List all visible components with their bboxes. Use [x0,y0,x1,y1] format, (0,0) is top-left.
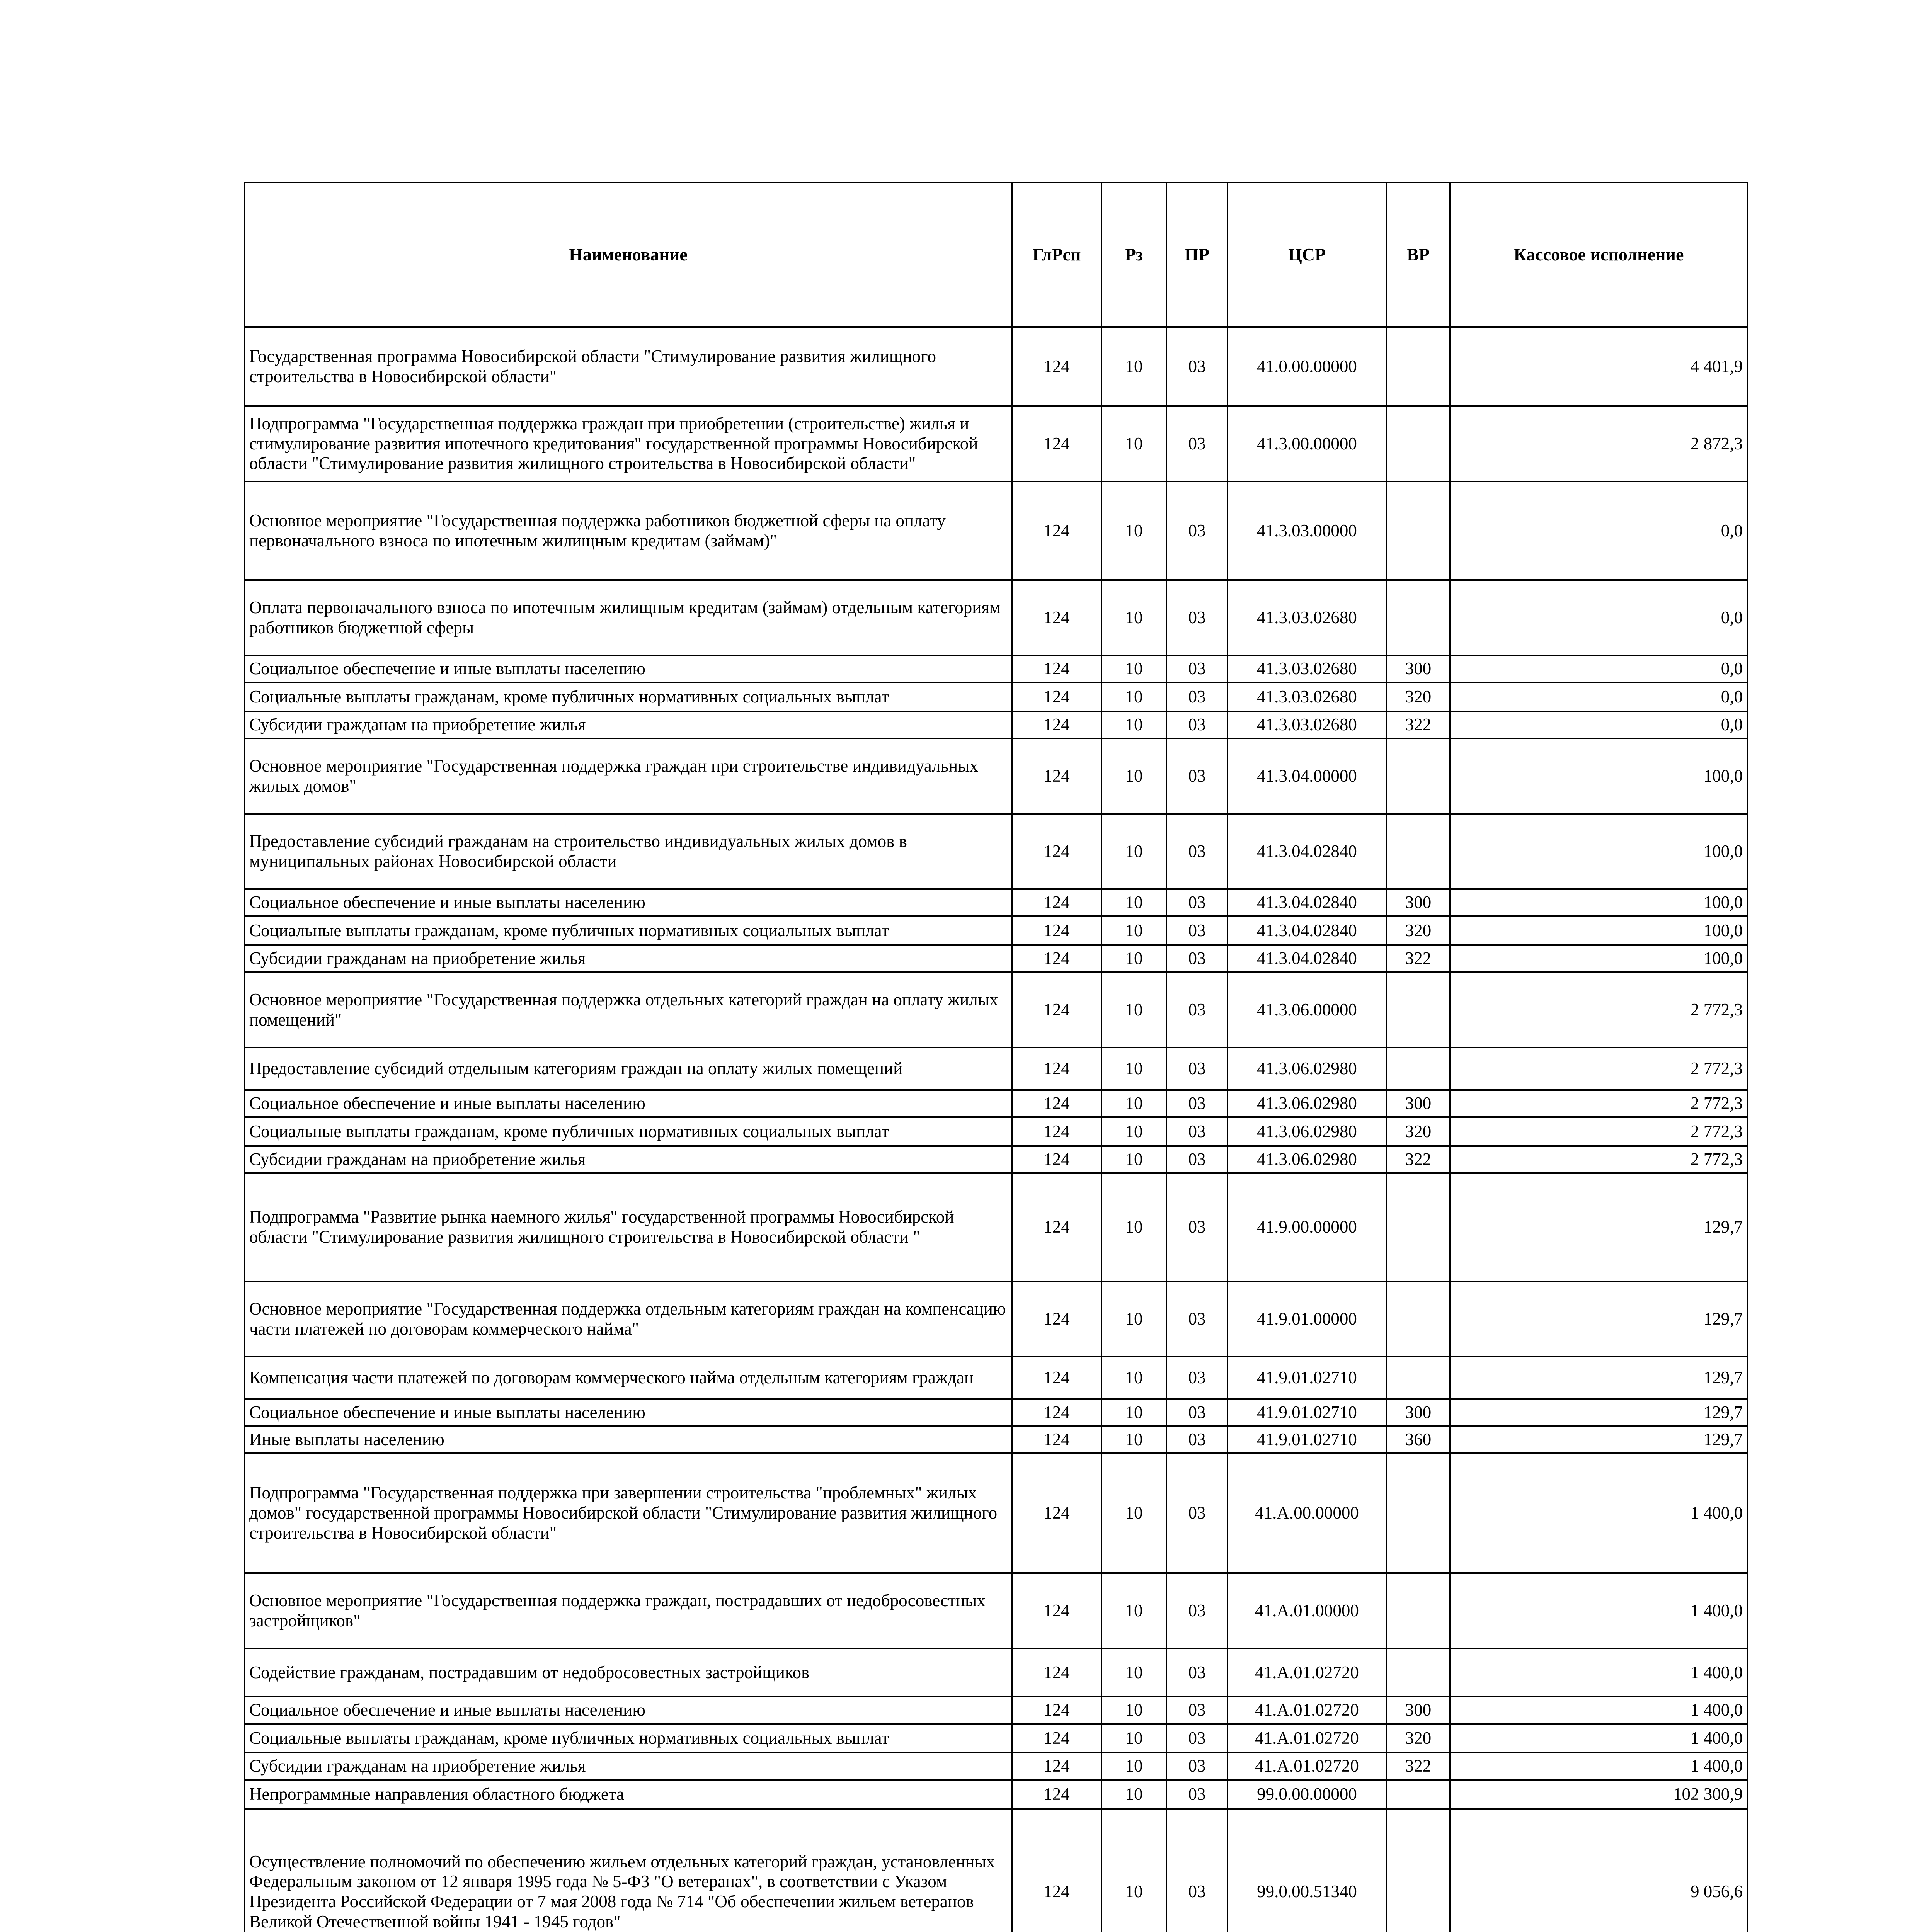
row-pr: 03 [1166,655,1227,682]
row-rz: 10 [1102,1573,1166,1648]
row-name: Основное мероприятие "Государственная поддержка работников бюджетной сферы на оплату первоначального взноса по ипотечным жилищным кредитам (займам)" [245,481,1012,580]
row-amount: 100,0 [1450,814,1747,889]
row-pr: 03 [1166,406,1227,481]
row-name: Субсидии гражданам на приобретение жилья [245,711,1012,738]
row-name: Основное мероприятие "Государственная поддержка граждан при строительстве индивидуальных жилых домов" [245,738,1012,814]
row-rz: 10 [1102,972,1166,1048]
row-glrsp: 124 [1012,738,1102,814]
row-name: Социальное обеспечение и иные выплаты населению [245,1697,1012,1724]
row-rz: 10 [1102,1117,1166,1146]
row-glrsp: 124 [1012,1357,1102,1399]
row-glrsp: 124 [1012,1809,1102,1932]
row-name: Основное мероприятие "Государственная поддержка отдельных категорий граждан на оплату жилых помещений" [245,972,1012,1048]
row-csr: 41.3.06.02980 [1227,1090,1386,1117]
table-row [245,814,1747,889]
row-pr: 03 [1166,1173,1227,1281]
table-row [245,1809,1747,1932]
row-name: Социальное обеспечение и иные выплаты населению [245,1090,1012,1117]
row-rz: 10 [1102,580,1166,655]
row-rz: 10 [1102,327,1166,406]
table-row [245,972,1747,1048]
row-csr: 41.А.01.02720 [1227,1753,1386,1780]
row-name: Социальные выплаты гражданам, кроме публичных нормативных социальных выплат [245,916,1012,945]
row-csr: 41.3.04.02840 [1227,814,1386,889]
row-rz: 10 [1102,1426,1166,1453]
row-amount: 0,0 [1450,580,1747,655]
row-rz: 10 [1102,1146,1166,1173]
row-name: Социальное обеспечение и иные выплаты населению [245,655,1012,682]
row-glrsp: 124 [1012,1453,1102,1573]
table-row [245,1573,1747,1648]
row-vr: 300 [1386,889,1450,916]
row-name: Субсидии гражданам на приобретение жилья [245,1753,1012,1780]
row-vr [1386,1048,1450,1090]
row-name: Субсидии гражданам на приобретение жилья [245,1146,1012,1173]
row-amount: 100,0 [1450,945,1747,972]
row-pr: 03 [1166,1724,1227,1753]
row-amount: 100,0 [1450,889,1747,916]
row-amount: 0,0 [1450,481,1747,580]
row-pr: 03 [1166,711,1227,738]
row-csr: 41.А.00.00000 [1227,1453,1386,1573]
row-pr: 03 [1166,481,1227,580]
row-name: Социальные выплаты гражданам, кроме публичных нормативных социальных выплат [245,1117,1012,1146]
table-row [245,1173,1747,1281]
row-vr [1386,738,1450,814]
row-vr: 320 [1386,682,1450,711]
row-csr: 41.3.04.02840 [1227,889,1386,916]
row-amount: 0,0 [1450,682,1747,711]
row-glrsp: 124 [1012,1573,1102,1648]
row-csr: 41.3.03.02680 [1227,580,1386,655]
row-glrsp: 124 [1012,1090,1102,1117]
row-rz: 10 [1102,916,1166,945]
row-csr: 41.9.01.00000 [1227,1281,1386,1357]
row-name: Подпрограмма "Развитие рынка наемного жилья" государственной программы Новосибирской области "Стимулирование развития жилищного строительства в Новосибирской области " [245,1173,1012,1281]
table-row [245,889,1747,916]
row-glrsp: 124 [1012,1753,1102,1780]
row-glrsp: 124 [1012,1780,1102,1809]
row-glrsp: 124 [1012,1724,1102,1753]
row-csr: 41.3.04.00000 [1227,738,1386,814]
header-glrsp: ГлРсп [1012,182,1102,327]
row-glrsp: 124 [1012,481,1102,580]
table-row [245,945,1747,972]
table-row [245,738,1747,814]
row-pr: 03 [1166,682,1227,711]
row-amount: 0,0 [1450,655,1747,682]
table-row [245,1648,1747,1697]
row-name: Субсидии гражданам на приобретение жилья [245,945,1012,972]
row-glrsp: 124 [1012,1173,1102,1281]
row-pr: 03 [1166,1426,1227,1453]
row-vr [1386,327,1450,406]
table-row [245,682,1747,711]
row-name: Иные выплаты населению [245,1426,1012,1453]
row-vr: 322 [1386,711,1450,738]
table-body [245,327,1747,1932]
row-vr [1386,814,1450,889]
row-rz: 10 [1102,1281,1166,1357]
row-pr: 03 [1166,945,1227,972]
row-amount: 1 400,0 [1450,1573,1747,1648]
header-name: Наименование [245,182,1012,327]
row-csr: 41.9.00.00000 [1227,1173,1386,1281]
row-glrsp: 124 [1012,1281,1102,1357]
row-amount: 100,0 [1450,738,1747,814]
row-csr: 41.3.04.02840 [1227,945,1386,972]
row-csr: 41.3.03.02680 [1227,711,1386,738]
row-vr [1386,972,1450,1048]
header-rz: Рз [1102,182,1166,327]
row-pr: 03 [1166,889,1227,916]
row-amount: 129,7 [1450,1281,1747,1357]
row-csr: 41.3.04.02840 [1227,916,1386,945]
header-csr: ЦСР [1227,182,1386,327]
row-amount: 1 400,0 [1450,1697,1747,1724]
row-pr: 03 [1166,1453,1227,1573]
row-vr: 322 [1386,945,1450,972]
row-name: Основное мероприятие "Государственная поддержка граждан, пострадавших от недобросовестных застройщиков" [245,1573,1012,1648]
table-row [245,1724,1747,1753]
header-amount: Кассовое исполнение [1450,182,1747,327]
row-csr: 41.9.01.02710 [1227,1426,1386,1453]
row-csr: 41.3.06.02980 [1227,1146,1386,1173]
row-vr [1386,1357,1450,1399]
row-rz: 10 [1102,1648,1166,1697]
row-glrsp: 124 [1012,1399,1102,1426]
row-pr: 03 [1166,1357,1227,1399]
table-row [245,711,1747,738]
row-glrsp: 124 [1012,1697,1102,1724]
row-vr: 320 [1386,1117,1450,1146]
row-pr: 03 [1166,1809,1227,1932]
row-vr: 300 [1386,1697,1450,1724]
row-amount: 129,7 [1450,1426,1747,1453]
row-vr [1386,1173,1450,1281]
row-name: Содействие гражданам, пострадавшим от недобросовестных застройщиков [245,1648,1012,1697]
row-rz: 10 [1102,1697,1166,1724]
row-amount: 1 400,0 [1450,1648,1747,1697]
row-rz: 10 [1102,406,1166,481]
row-pr: 03 [1166,814,1227,889]
row-vr [1386,1453,1450,1573]
row-csr: 99.0.00.00000 [1227,1780,1386,1809]
row-pr: 03 [1166,1573,1227,1648]
row-csr: 41.0.00.00000 [1227,327,1386,406]
row-rz: 10 [1102,1173,1166,1281]
row-pr: 03 [1166,1090,1227,1117]
row-vr [1386,1573,1450,1648]
row-glrsp: 124 [1012,682,1102,711]
table-row [245,1281,1747,1357]
row-vr [1386,406,1450,481]
row-glrsp: 124 [1012,1048,1102,1090]
table-header-row [245,182,1747,327]
row-rz: 10 [1102,481,1166,580]
row-amount: 4 401,9 [1450,327,1747,406]
row-name: Социальные выплаты гражданам, кроме публичных нормативных социальных выплат [245,682,1012,711]
table-row [245,481,1747,580]
row-name: Осуществление полномочий по обеспечению жильем отдельных категорий граждан, установленных Федеральным законом от 12 января 1995 года № 5-ФЗ "О ветеранах", в соответствии с Указом Президента Российской Федерации от 7 мая 2008 года № 714 "Об обеспечении жильем ветеранов Великой Отечественной войны 1941 - 1945 годов" [245,1809,1012,1932]
row-glrsp: 124 [1012,1146,1102,1173]
row-vr [1386,1780,1450,1809]
table-row [245,1117,1747,1146]
row-name: Социальное обеспечение и иные выплаты населению [245,1399,1012,1426]
row-pr: 03 [1166,1697,1227,1724]
row-rz: 10 [1102,1780,1166,1809]
row-rz: 10 [1102,1453,1166,1573]
table-row [245,1753,1747,1780]
row-csr: 99.0.00.51340 [1227,1809,1386,1932]
row-csr: 41.А.01.02720 [1227,1697,1386,1724]
row-amount: 2 772,3 [1450,1048,1747,1090]
row-pr: 03 [1166,1753,1227,1780]
row-pr: 03 [1166,1648,1227,1697]
row-rz: 10 [1102,1809,1166,1932]
row-csr: 41.3.06.02980 [1227,1117,1386,1146]
row-glrsp: 124 [1012,916,1102,945]
row-rz: 10 [1102,945,1166,972]
row-vr [1386,1648,1450,1697]
row-amount: 1 400,0 [1450,1453,1747,1573]
row-vr: 320 [1386,916,1450,945]
row-name: Предоставление субсидий отдельным категориям граждан на оплату жилых помещений [245,1048,1012,1090]
table-row [245,1426,1747,1453]
row-pr: 03 [1166,327,1227,406]
header-pr: ПР [1166,182,1227,327]
row-vr: 322 [1386,1146,1450,1173]
row-vr: 300 [1386,655,1450,682]
row-csr: 41.3.03.02680 [1227,655,1386,682]
table-row [245,1146,1747,1173]
row-csr: 41.9.01.02710 [1227,1357,1386,1399]
row-csr: 41.А.01.02720 [1227,1724,1386,1753]
row-pr: 03 [1166,1146,1227,1173]
row-csr: 41.3.03.00000 [1227,481,1386,580]
row-glrsp: 124 [1012,327,1102,406]
row-rz: 10 [1102,1724,1166,1753]
table-row [245,916,1747,945]
row-glrsp: 124 [1012,711,1102,738]
row-pr: 03 [1166,916,1227,945]
table-row [245,1453,1747,1573]
table-row [245,1780,1747,1809]
row-amount: 9 056,6 [1450,1809,1747,1932]
row-vr [1386,1809,1450,1932]
row-csr: 41.3.06.00000 [1227,972,1386,1048]
row-rz: 10 [1102,711,1166,738]
row-amount: 2 872,3 [1450,406,1747,481]
row-rz: 10 [1102,655,1166,682]
row-rz: 10 [1102,682,1166,711]
row-csr: 41.А.01.00000 [1227,1573,1386,1648]
row-vr: 322 [1386,1753,1450,1780]
row-amount: 129,7 [1450,1173,1747,1281]
row-amount: 129,7 [1450,1357,1747,1399]
row-pr: 03 [1166,972,1227,1048]
row-glrsp: 124 [1012,889,1102,916]
row-amount: 2 772,3 [1450,972,1747,1048]
table-row [245,406,1747,481]
row-name: Государственная программа Новосибирской области "Стимулирование развития жилищного строительства в Новосибирской области" [245,327,1012,406]
row-amount: 100,0 [1450,916,1747,945]
row-glrsp: 124 [1012,1117,1102,1146]
row-amount: 2 772,3 [1450,1146,1747,1173]
row-rz: 10 [1102,1048,1166,1090]
row-amount: 2 772,3 [1450,1117,1747,1146]
row-glrsp: 124 [1012,1426,1102,1453]
row-vr: 320 [1386,1724,1450,1753]
row-glrsp: 124 [1012,814,1102,889]
row-glrsp: 124 [1012,406,1102,481]
row-name: Основное мероприятие "Государственная поддержка отдельным категориям граждан на компенсацию части платежей по договорам коммерческого найма" [245,1281,1012,1357]
row-glrsp: 124 [1012,655,1102,682]
row-csr: 41.3.06.02980 [1227,1048,1386,1090]
row-rz: 10 [1102,889,1166,916]
row-rz: 10 [1102,814,1166,889]
table-row [245,1090,1747,1117]
budget-table [244,182,1748,1932]
row-name: Предоставление субсидий гражданам на строительство индивидуальных жилых домов в муниципальных районах Новосибирской области [245,814,1012,889]
row-rz: 10 [1102,1090,1166,1117]
row-amount: 129,7 [1450,1399,1747,1426]
row-amount: 1 400,0 [1450,1724,1747,1753]
row-rz: 10 [1102,738,1166,814]
row-rz: 10 [1102,1399,1166,1426]
row-name: Социальное обеспечение и иные выплаты населению [245,889,1012,916]
row-name: Подпрограмма "Государственная поддержка при завершении строительства "проблемных" жилых домов" государственной программы Новосибирской области "Стимулирование развития жилищного строительства в Новосибирской области" [245,1453,1012,1573]
row-glrsp: 124 [1012,945,1102,972]
row-glrsp: 124 [1012,580,1102,655]
row-csr: 41.9.01.02710 [1227,1399,1386,1426]
row-csr: 41.А.01.02720 [1227,1648,1386,1697]
row-vr: 300 [1386,1090,1450,1117]
row-name: Социальные выплаты гражданам, кроме публичных нормативных социальных выплат [245,1724,1012,1753]
row-pr: 03 [1166,1048,1227,1090]
table-row [245,1048,1747,1090]
row-amount: 2 772,3 [1450,1090,1747,1117]
row-pr: 03 [1166,580,1227,655]
row-amount: 0,0 [1450,711,1747,738]
table-row [245,327,1747,406]
row-amount: 1 400,0 [1450,1753,1747,1780]
table-row [245,580,1747,655]
row-name: Подпрограмма "Государственная поддержка граждан при приобретении (строительстве) жилья и стимулирование развития ипотечного кредитования" государственной программы Новосибирской области "Стимулирование развития жилищного строительства в Новосибирской области" [245,406,1012,481]
row-pr: 03 [1166,1117,1227,1146]
row-csr: 41.3.00.00000 [1227,406,1386,481]
row-csr: 41.3.03.02680 [1227,682,1386,711]
row-vr: 300 [1386,1399,1450,1426]
row-pr: 03 [1166,738,1227,814]
table-row [245,1697,1747,1724]
header-vr: ВР [1386,182,1450,327]
row-pr: 03 [1166,1281,1227,1357]
row-pr: 03 [1166,1399,1227,1426]
row-name: Компенсация части платежей по договорам коммерческого найма отдельным категориям граждан [245,1357,1012,1399]
row-rz: 10 [1102,1753,1166,1780]
table-row [245,655,1747,682]
row-vr [1386,580,1450,655]
row-name: Оплата первоначального взноса по ипотечным жилищным кредитам (займам) отдельным категориям работников бюджетной сферы [245,580,1012,655]
table-row [245,1399,1747,1426]
row-vr [1386,1281,1450,1357]
row-pr: 03 [1166,1780,1227,1809]
table-row [245,1357,1747,1399]
row-amount: 102 300,9 [1450,1780,1747,1809]
row-glrsp: 124 [1012,972,1102,1048]
row-name: Непрограммные направления областного бюджета [245,1780,1012,1809]
row-glrsp: 124 [1012,1648,1102,1697]
row-rz: 10 [1102,1357,1166,1399]
row-vr: 360 [1386,1426,1450,1453]
row-vr [1386,481,1450,580]
